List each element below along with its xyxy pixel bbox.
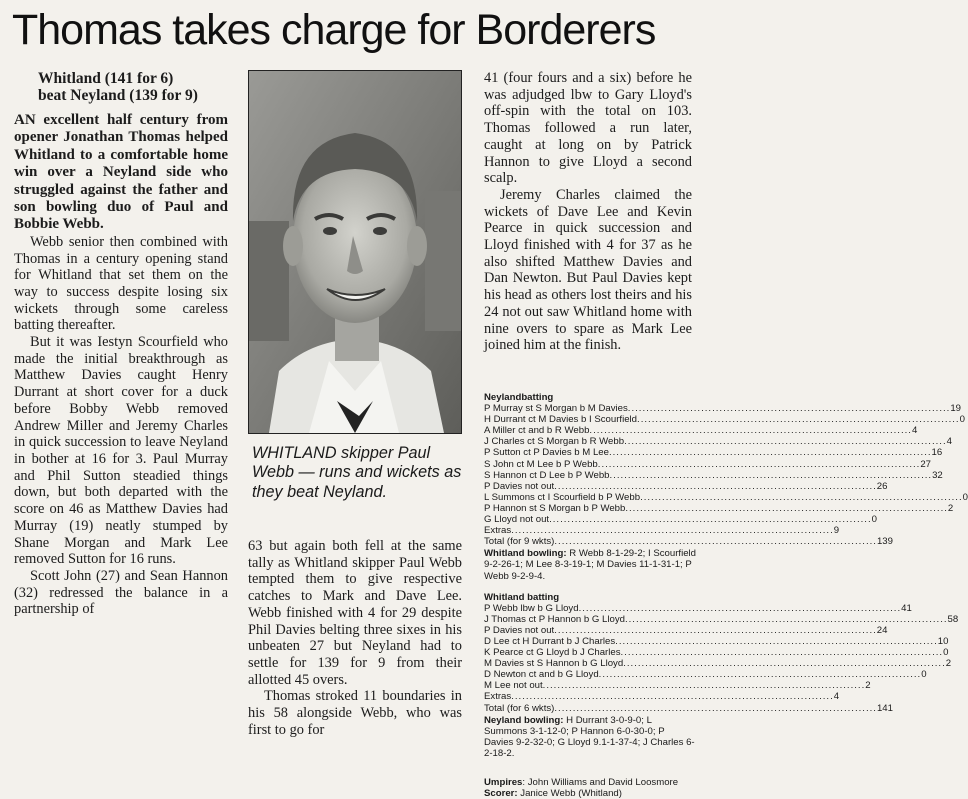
leader-dots: [610, 470, 933, 481]
leader-dots: [621, 647, 944, 658]
subhead-line-2: beat Neyland (139 for 9): [38, 87, 198, 104]
scorecard-row: [484, 491, 968, 503]
batsman-entry: M Davies st S Hannon b G Lloyd: [484, 658, 624, 670]
photo-caption: WHITLAND skipper Paul Webb — runs and wickets as they beat Neyland.: [252, 444, 462, 501]
neyland-bowling: [484, 715, 696, 759]
batsman-entry: D Newton ct and b G Lloyd: [484, 669, 599, 681]
scorecard-row: [484, 658, 952, 670]
batsman-entry: P Webb lbw b G Lloyd: [484, 602, 579, 614]
body-paragraph: Thomas stroked 11 boundaries in his 58 alongside Webb, who was first to go for: [248, 688, 462, 738]
leader-dots: [615, 636, 938, 647]
subhead-line-1: Whitland (141 for 6): [38, 70, 174, 87]
scorer-label: Scorer:: [484, 788, 518, 799]
batsman-entry: G Lloyd not out: [484, 514, 550, 526]
leader-dots: [598, 459, 921, 470]
scorecard-row: [484, 680, 871, 692]
runs-value: 139: [876, 536, 893, 548]
body-paragraph: 63 but again both fell at the same tally as Whitland skipper Paul Webb tempted them to give respective catches to Mark and Dave Lee. Webb finished with 4 for 29 despite Phil Davies belting three sixes in his unbeaten 27 but Neyland had to settle for 139 for 9 from their allotted 45 overs.: [248, 538, 462, 688]
scorecard-row: [484, 669, 927, 681]
runs-value: 2: [947, 502, 954, 514]
batsman-entry: P Murray st S Morgan b M Davies: [484, 403, 628, 415]
scorer-name: Janice Webb (Whitland): [520, 788, 622, 799]
body-paragraph: Jeremy Charles claimed the wickets of Dave Lee and Kevin Pearce in quick succession and Lloyd finished with 4 for 37 as he also shifted Matthew Davies and Dan Newton. But Paul Davies kept his head as others lost theirs and his 24 not out saw Whitland home with nine overs to spare as Mark Lee joined him at the finish.: [484, 186, 692, 354]
scorecard-row: [484, 425, 918, 437]
batsman-entry: S Hannon ct D Lee b P Webb: [484, 469, 610, 481]
runs-value: 4: [946, 436, 952, 448]
whitland-batting-table: [484, 602, 959, 714]
leader-dots: [549, 514, 872, 525]
leader-dots: [640, 492, 963, 503]
batsman-entry: Total (for 9 wkts): [484, 536, 555, 548]
scorecard-row: [484, 691, 840, 703]
body-paragraph: Webb senior then combined with Thomas in a century opening stand for Whitland that set them on the way to success despite losing six wickets through some careless batting thereafter.: [14, 233, 228, 334]
batsman-entry: P Hannon st S Morgan b P Webb: [484, 502, 626, 514]
batsman-entry: M Lee not out: [484, 680, 543, 692]
batsman-entry: P Davies not out: [484, 624, 555, 636]
leader-dots: [511, 525, 834, 536]
leader-dots: [609, 447, 932, 458]
neyland-batting-heading: Neylandbatting: [484, 392, 554, 403]
batsman-entry: A Miller ct and b R Webb: [484, 425, 590, 437]
runs-value: 4: [911, 425, 918, 437]
batsman-entry: P Davies not out: [484, 480, 555, 492]
runs-value: 0: [921, 669, 927, 681]
runs-value: 4: [833, 691, 840, 703]
scorecard-row: [484, 514, 877, 526]
scorecard-row: [484, 602, 912, 614]
runs-value: 10: [937, 635, 949, 647]
runs-value: 26: [876, 480, 888, 492]
body-paragraph: But it was Iestyn Scourfield who made the initial breakthrough as Matthew Davies caught Henry Durrant at short cover for a duck before Bobby Webb removed Andrew Miller and Jeremy Charles in quick succession to leave Neyland in bother at 16 for 3. Paul Murray and Phil Sutton steadied things down, but both departed with the score on 46 as Matthew Davies had Murray (19) neatly stumped by Shane Morgan and Mark Lee removed Sutton for 16 runs.: [14, 334, 228, 568]
leader-dots: [579, 603, 902, 614]
scorer-line: [484, 788, 696, 799]
player-photo: [248, 70, 462, 434]
batsman-entry: K Pearce ct G Lloyd b J Charles: [484, 647, 621, 659]
batsman-entry: Extras: [484, 691, 512, 703]
leader-dots: [599, 669, 922, 680]
batsman-entry: J Charles ct S Morgan b R Webb: [484, 436, 625, 448]
batsman-entry: D Lee ct H Durrant b J Charles: [484, 635, 616, 647]
scorecard-row: [484, 536, 893, 548]
leader-dots: [623, 658, 946, 669]
runs-value: 0: [962, 491, 968, 503]
runs-value: 58: [947, 613, 959, 625]
whitland-bowling-figures: R Webb 8-1-29-2; I Scourfield 9-2-26-1; M Lee 8-3-19-1; M Davies 11-1-31-1; P Webb 9-2-9-4.: [484, 548, 696, 582]
umpires-names: : John Williams and David Loosmore: [522, 777, 679, 788]
article-column-1: [14, 70, 228, 750]
runs-value: 141: [876, 702, 893, 714]
batsman-entry: P Sutton ct P Davies b M Lee: [484, 447, 609, 459]
umpires-line: [484, 777, 696, 788]
leader-dots: [589, 425, 912, 436]
leader-dots: [624, 436, 947, 447]
batsman-entry: J Thomas ct P Hannon b G Lloyd: [484, 613, 625, 625]
umpires-label: Umpires: [484, 777, 523, 788]
whitland-batting-heading: Whitland batting: [484, 591, 560, 603]
headline: Thomas takes charge for Borderers: [12, 6, 656, 54]
runs-value: 9: [833, 525, 840, 537]
leader-dots: [625, 503, 948, 514]
neyland-bowling-figures: H Durrant 3-0-9-0; L Summons 3-1-12-0; P Hannon 6-0-30-0; P Davies 9-2-32-0; G Lloyd 9.1-1-37-4; J Charles 6-2-18-2.: [484, 714, 695, 759]
runs-value: 32: [932, 469, 943, 481]
article-column-3: [484, 70, 692, 386]
runs-value: 41: [901, 602, 912, 614]
scorecard-row: [484, 403, 962, 415]
leader-dots: [554, 625, 877, 636]
runs-value: 19: [950, 403, 962, 415]
whitland-bowling: [484, 548, 696, 581]
scorecard-row: [484, 436, 952, 448]
scorecard-row: [484, 647, 949, 659]
runs-value: 24: [876, 624, 888, 636]
scorecard-row: [484, 525, 840, 537]
scorecard-row: [484, 613, 959, 625]
neyland-batting-table: [484, 403, 968, 548]
portrait-illustration: [249, 71, 461, 433]
scorecard-row: [484, 447, 943, 459]
batsman-entry: Total (for 6 wkts): [484, 702, 555, 714]
body-paragraph: 41 (four fours and a six) before he was adjudged lbw to Gary Lloyd's off-spin with the total on 103. Thomas followed a run later, caught at long on by Patrick Hannon to give Lloyd a second scalp.: [484, 70, 692, 187]
whitland-bowling-label: Whitland bowling:: [484, 548, 567, 560]
leader-dots: [628, 403, 951, 414]
leader-dots: [511, 691, 834, 702]
intro-paragraph: AN excellent half century from opener Jonathan Thomas helped Whitland to a comfortable home win over a Neyland side who struggled against the father and son bowling duo of Paul and Bobbie Webb.: [14, 112, 228, 233]
neyland-bowling-label: Neyland bowling:: [484, 714, 564, 726]
scorecard-row: [484, 624, 888, 636]
scorecard-row: [484, 458, 932, 470]
runs-value: 27: [920, 458, 932, 470]
runs-value: 0: [943, 647, 949, 659]
scorecard-row: [484, 414, 965, 426]
result-subhead: [14, 70, 228, 104]
leader-dots: [554, 481, 877, 492]
scorecard-row: [484, 469, 943, 481]
runs-value: 16: [931, 447, 943, 459]
article-column-2: [248, 538, 462, 750]
scorecard-row: [484, 480, 888, 492]
batsman-entry: H Durrant ct M Davies b I Scourfield: [484, 414, 638, 426]
leader-dots: [554, 703, 877, 714]
scorecard-row: [484, 635, 949, 647]
leader-dots: [637, 414, 960, 425]
batsman-entry: Extras: [484, 525, 512, 537]
scorecard-row: [484, 702, 893, 714]
runs-value: 0: [871, 514, 877, 526]
runs-value: 2: [865, 680, 871, 692]
leader-dots: [625, 614, 948, 625]
leader-dots: [554, 536, 877, 547]
scorecard-row: [484, 502, 954, 514]
body-paragraph: Scott John (27) and Sean Hannon (32) redressed the balance in a partnership of: [14, 567, 228, 618]
leader-dots: [543, 680, 866, 691]
batsman-entry: L Summons ct I Scourfield b P Webb: [484, 491, 641, 503]
runs-value: 2: [945, 658, 952, 670]
runs-value: 0: [959, 414, 965, 426]
scorecard: [484, 392, 968, 799]
batsman-entry: S John ct M Lee b P Webb: [484, 458, 598, 470]
